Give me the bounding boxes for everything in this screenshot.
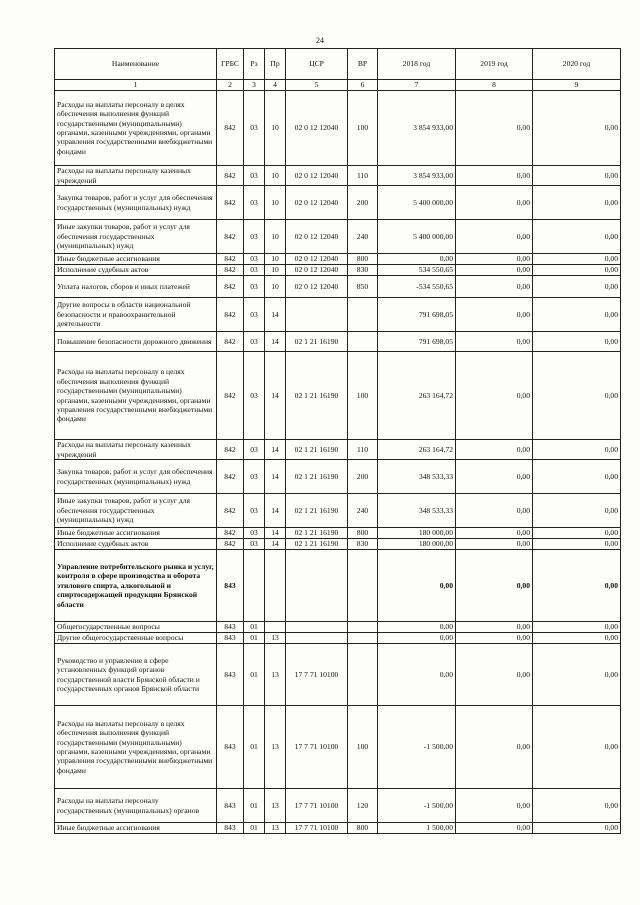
- column-index: 3: [244, 80, 265, 91]
- row-name: Иные бюджетные ассигнования: [55, 254, 217, 265]
- row-csr: 02 1 21 16190: [286, 539, 348, 550]
- row-name: Закупка товаров, работ и услуг для обеспечения государственных (муниципальных) нужд: [55, 186, 217, 220]
- row-grbs: 842: [217, 166, 244, 186]
- row-pr: 14: [265, 352, 286, 440]
- row-value-2018: 348 533,33: [378, 460, 456, 494]
- row-vr: [348, 622, 378, 633]
- row-vr: 830: [348, 539, 378, 550]
- row-value-2018: 534 550,65: [378, 265, 456, 276]
- column-index: 8: [456, 80, 533, 91]
- column-index: 5: [286, 80, 348, 91]
- row-value-2019: 0,00: [456, 494, 533, 528]
- row-value-2020: 0,00: [533, 539, 621, 550]
- row-pr: 10: [265, 265, 286, 276]
- table-row: [55, 276, 621, 298]
- row-grbs: 842: [217, 460, 244, 494]
- column-index: 6: [348, 80, 378, 91]
- row-grbs: 843: [217, 706, 244, 789]
- row-value-2020: 0,00: [533, 332, 621, 352]
- row-rz: 03: [244, 166, 265, 186]
- header-vr: ВР: [348, 49, 378, 80]
- row-rz: 01: [244, 622, 265, 633]
- row-csr: 02 0 12 12040: [286, 265, 348, 276]
- row-rz: 03: [244, 91, 265, 166]
- row-grbs: 843: [217, 633, 244, 644]
- row-name: Уплата налогов, сборов и иных платежей: [55, 276, 217, 298]
- row-rz: 03: [244, 494, 265, 528]
- row-value-2019: 0,00: [456, 254, 533, 265]
- row-pr: [265, 622, 286, 633]
- row-rz: 03: [244, 265, 265, 276]
- row-vr: [348, 633, 378, 644]
- column-index: 9: [533, 80, 621, 91]
- row-value-2020: 0,00: [533, 352, 621, 440]
- row-value-2020: 0,00: [533, 622, 621, 633]
- row-value-2020: 0,00: [533, 254, 621, 265]
- row-value-2020: 0,00: [533, 276, 621, 298]
- table-row: [55, 528, 621, 539]
- row-value-2019: 0,00: [456, 186, 533, 220]
- row-value-2019: 0,00: [456, 539, 533, 550]
- row-rz: 03: [244, 186, 265, 220]
- table-row: [55, 254, 621, 265]
- row-rz: 01: [244, 789, 265, 823]
- row-value-2019: 0,00: [456, 166, 533, 186]
- row-name: Расходы на выплаты персоналу государственных (муниципальных) органов: [55, 789, 217, 823]
- table-row: [55, 706, 621, 789]
- row-value-2018: -1 500,00: [378, 706, 456, 789]
- row-value-2018: 180 000,00: [378, 539, 456, 550]
- row-value-2019: 0,00: [456, 528, 533, 539]
- row-value-2019: 0,00: [456, 622, 533, 633]
- row-csr: [286, 633, 348, 644]
- row-csr: 02 0 12 12040: [286, 186, 348, 220]
- row-name: Повышение безопасности дорожного движения: [55, 332, 217, 352]
- row-grbs: 842: [217, 528, 244, 539]
- row-pr: 10: [265, 220, 286, 254]
- header-grbs: ГРБС: [217, 49, 244, 80]
- row-pr: 13: [265, 823, 286, 834]
- row-grbs: 842: [217, 276, 244, 298]
- row-value-2020: 0,00: [533, 789, 621, 823]
- row-grbs: 842: [217, 494, 244, 528]
- row-vr: 240: [348, 494, 378, 528]
- row-name: Руководство и управление в сфере установленных функций органов государственной власти Брянской области и государственных органов Брянской области: [55, 644, 217, 706]
- row-name: Иные бюджетные ассигнования: [55, 823, 217, 834]
- row-grbs: 842: [217, 186, 244, 220]
- header-pr: Пр: [265, 49, 286, 80]
- row-name: Исполнение судебных актов: [55, 265, 217, 276]
- row-rz: 01: [244, 823, 265, 834]
- row-name: Другие общегосударственные вопросы: [55, 633, 217, 644]
- row-value-2018: 3 854 933,00: [378, 166, 456, 186]
- table-row: [55, 440, 621, 460]
- column-index: 1: [55, 80, 217, 91]
- header-name: Наименование: [55, 49, 217, 80]
- row-name: Закупка товаров, работ и услуг для обеспечения государственных (муниципальных) нужд: [55, 460, 217, 494]
- table-row: [55, 539, 621, 550]
- row-value-2018: -534 550,65: [378, 276, 456, 298]
- row-vr: 800: [348, 528, 378, 539]
- row-pr: 14: [265, 332, 286, 352]
- row-value-2019: 0,00: [456, 633, 533, 644]
- row-rz: 01: [244, 644, 265, 706]
- row-value-2019: 0,00: [456, 265, 533, 276]
- row-csr: 02 0 12 12040: [286, 254, 348, 265]
- row-value-2018: 0,00: [378, 633, 456, 644]
- row-value-2019: 0,00: [456, 332, 533, 352]
- header-rz: Рз: [244, 49, 265, 80]
- row-value-2020: 0,00: [533, 265, 621, 276]
- row-pr: 10: [265, 186, 286, 220]
- row-name: Расходы на выплаты персоналу в целях обеспечения выполнения функций государственными (муниципальными) органами, казенными учреждениями, органами управления государственными внебюджетными фондами: [55, 706, 217, 789]
- row-pr: 13: [265, 789, 286, 823]
- row-vr: 240: [348, 220, 378, 254]
- row-value-2019: 0,00: [456, 298, 533, 332]
- row-value-2020: 0,00: [533, 494, 621, 528]
- row-grbs: 843: [217, 789, 244, 823]
- row-grbs: 843: [217, 644, 244, 706]
- row-value-2019: 0,00: [456, 460, 533, 494]
- row-pr: 10: [265, 276, 286, 298]
- row-vr: 830: [348, 265, 378, 276]
- header-2018: 2018 год: [378, 49, 456, 80]
- table-row: [55, 550, 621, 622]
- row-csr: [286, 550, 348, 622]
- row-name: Иные закупки товаров, работ и услуг для обеспечения государственных (муниципальных) нужд: [55, 220, 217, 254]
- row-rz: 01: [244, 633, 265, 644]
- row-rz: 03: [244, 352, 265, 440]
- row-rz: 03: [244, 254, 265, 265]
- row-value-2018: -1 500,00: [378, 789, 456, 823]
- row-value-2018: 263 164,72: [378, 352, 456, 440]
- row-value-2020: 0,00: [533, 166, 621, 186]
- row-value-2018: 348 533,33: [378, 494, 456, 528]
- row-csr: 02 0 12 12040: [286, 166, 348, 186]
- row-value-2020: 0,00: [533, 298, 621, 332]
- row-value-2019: 0,00: [456, 440, 533, 460]
- row-value-2020: 0,00: [533, 706, 621, 789]
- row-pr: 10: [265, 254, 286, 265]
- header-csr: ЦСР: [286, 49, 348, 80]
- row-pr: 10: [265, 166, 286, 186]
- row-csr: 02 1 21 16190: [286, 460, 348, 494]
- row-csr: 02 1 21 16190: [286, 528, 348, 539]
- row-csr: 17 7 71 10100: [286, 789, 348, 823]
- row-name: Иные бюджетные ассигнования: [55, 528, 217, 539]
- row-rz: 03: [244, 460, 265, 494]
- table-row: [55, 166, 621, 186]
- row-value-2018: 3 854 933,00: [378, 91, 456, 166]
- row-value-2020: 0,00: [533, 460, 621, 494]
- row-name: Общегосударственные вопросы: [55, 622, 217, 633]
- row-csr: 02 1 21 16190: [286, 494, 348, 528]
- row-name: Расходы на выплаты персоналу в целях обеспечения выполнения функций государственными (муниципальными) органами, казенными учреждениями, органами управления государственными внебюджетными фондами: [55, 352, 217, 440]
- column-index: 2: [217, 80, 244, 91]
- row-csr: 02 0 12 12040: [286, 91, 348, 166]
- row-vr: [348, 644, 378, 706]
- row-csr: 17 7 71 10100: [286, 706, 348, 789]
- budget-table: [54, 48, 621, 834]
- row-value-2019: 0,00: [456, 91, 533, 166]
- row-vr: 100: [348, 91, 378, 166]
- row-rz: 03: [244, 276, 265, 298]
- row-grbs: 843: [217, 550, 244, 622]
- row-name: Расходы на выплаты персоналу казенных учреждений: [55, 440, 217, 460]
- row-value-2018: 5 400 000,00: [378, 186, 456, 220]
- row-name: Расходы на выплаты персоналу в целях обеспечения выполнения функций государственными (муниципальными) органами, казенными учреждениями, органами управления государственными внебюджетными фондами: [55, 91, 217, 166]
- row-name: Другие вопросы в области национальной безопасности и правоохранительной деятельности: [55, 298, 217, 332]
- row-grbs: 842: [217, 254, 244, 265]
- row-value-2018: 791 698,05: [378, 298, 456, 332]
- row-value-2019: 0,00: [456, 644, 533, 706]
- row-pr: [265, 550, 286, 622]
- table-row: [55, 352, 621, 440]
- row-vr: [348, 550, 378, 622]
- row-vr: 110: [348, 166, 378, 186]
- row-value-2020: 0,00: [533, 528, 621, 539]
- row-rz: 03: [244, 220, 265, 254]
- row-value-2020: 0,00: [533, 823, 621, 834]
- row-value-2020: 0,00: [533, 91, 621, 166]
- row-value-2020: 0,00: [533, 186, 621, 220]
- row-csr: 02 1 21 16190: [286, 332, 348, 352]
- table-row: [55, 91, 621, 166]
- row-rz: 03: [244, 528, 265, 539]
- row-csr: 17 7 71 10100: [286, 823, 348, 834]
- table-row: [55, 298, 621, 332]
- row-vr: [348, 332, 378, 352]
- row-rz: [244, 550, 265, 622]
- row-grbs: 842: [217, 332, 244, 352]
- row-vr: 100: [348, 352, 378, 440]
- header-row: [55, 49, 621, 80]
- row-grbs: 842: [217, 91, 244, 166]
- row-vr: [348, 298, 378, 332]
- row-value-2018: 0,00: [378, 622, 456, 633]
- row-pr: 14: [265, 460, 286, 494]
- row-csr: 02 0 12 12040: [286, 276, 348, 298]
- table-row: [55, 789, 621, 823]
- row-name: Иные закупки товаров, работ и услуг для обеспечения государственных (муниципальных) нужд: [55, 494, 217, 528]
- row-value-2019: 0,00: [456, 352, 533, 440]
- column-index: 7: [378, 80, 456, 91]
- row-value-2019: 0,00: [456, 789, 533, 823]
- row-pr: 10: [265, 91, 286, 166]
- row-csr: 02 0 12 12040: [286, 220, 348, 254]
- row-value-2020: 0,00: [533, 220, 621, 254]
- table-row: [55, 823, 621, 834]
- table-row: [55, 633, 621, 644]
- column-index: 4: [265, 80, 286, 91]
- row-vr: 100: [348, 706, 378, 789]
- row-grbs: 842: [217, 265, 244, 276]
- row-value-2019: 0,00: [456, 823, 533, 834]
- row-pr: 14: [265, 440, 286, 460]
- row-value-2018: 5 400 000,00: [378, 220, 456, 254]
- row-rz: 03: [244, 539, 265, 550]
- row-rz: 03: [244, 440, 265, 460]
- header-2020: 2020 год: [533, 49, 621, 80]
- row-grbs: 843: [217, 823, 244, 834]
- table-row: [55, 220, 621, 254]
- row-value-2019: 0,00: [456, 276, 533, 298]
- row-value-2019: 0,00: [456, 706, 533, 789]
- column-index-row: [55, 80, 621, 91]
- table-row: [55, 265, 621, 276]
- row-vr: 200: [348, 460, 378, 494]
- row-vr: 200: [348, 186, 378, 220]
- row-pr: 14: [265, 539, 286, 550]
- row-name: Расходы на выплаты персоналу казенных учреждений: [55, 166, 217, 186]
- row-value-2019: 0,00: [456, 220, 533, 254]
- row-value-2020: 0,00: [533, 440, 621, 460]
- row-value-2019: 0,00: [456, 550, 533, 622]
- row-value-2018: 1 500,00: [378, 823, 456, 834]
- row-value-2018: 263 164,72: [378, 440, 456, 460]
- row-grbs: 842: [217, 220, 244, 254]
- row-vr: 110: [348, 440, 378, 460]
- row-value-2018: 0,00: [378, 644, 456, 706]
- row-grbs: 842: [217, 440, 244, 460]
- row-value-2018: 0,00: [378, 254, 456, 265]
- header-2019: 2019 год: [456, 49, 533, 80]
- row-grbs: 842: [217, 352, 244, 440]
- page-number: 24: [316, 36, 324, 45]
- table-row: [55, 186, 621, 220]
- table-row: [55, 332, 621, 352]
- row-pr: 14: [265, 298, 286, 332]
- row-vr: 800: [348, 823, 378, 834]
- row-csr: [286, 622, 348, 633]
- row-value-2020: 0,00: [533, 550, 621, 622]
- table-row: [55, 644, 621, 706]
- row-value-2020: 0,00: [533, 644, 621, 706]
- row-pr: 13: [265, 633, 286, 644]
- row-value-2018: 180 000,00: [378, 528, 456, 539]
- row-rz: 01: [244, 706, 265, 789]
- row-csr: 17 7 71 10100: [286, 644, 348, 706]
- row-value-2020: 0,00: [533, 633, 621, 644]
- row-value-2018: 0,00: [378, 550, 456, 622]
- row-pr: 13: [265, 706, 286, 789]
- table-row: [55, 622, 621, 633]
- row-rz: 03: [244, 298, 265, 332]
- row-pr: 14: [265, 494, 286, 528]
- table-row: [55, 460, 621, 494]
- row-csr: [286, 298, 348, 332]
- row-value-2018: 791 698,05: [378, 332, 456, 352]
- row-grbs: 842: [217, 539, 244, 550]
- row-vr: 120: [348, 789, 378, 823]
- row-vr: 800: [348, 254, 378, 265]
- row-name: Исполнение судебных актов: [55, 539, 217, 550]
- row-grbs: 842: [217, 298, 244, 332]
- table-row: [55, 494, 621, 528]
- row-csr: 02 1 21 16190: [286, 440, 348, 460]
- row-name: Управление потребительского рынка и услуг, контроля в сфере производства и оборота этилового спирта, алкогольной и спиртосодержащей продукции Брянской области: [55, 550, 217, 622]
- row-rz: 03: [244, 332, 265, 352]
- row-pr: 14: [265, 528, 286, 539]
- row-csr: 02 1 21 16190: [286, 352, 348, 440]
- row-grbs: 843: [217, 622, 244, 633]
- row-pr: 13: [265, 644, 286, 706]
- row-vr: 850: [348, 276, 378, 298]
